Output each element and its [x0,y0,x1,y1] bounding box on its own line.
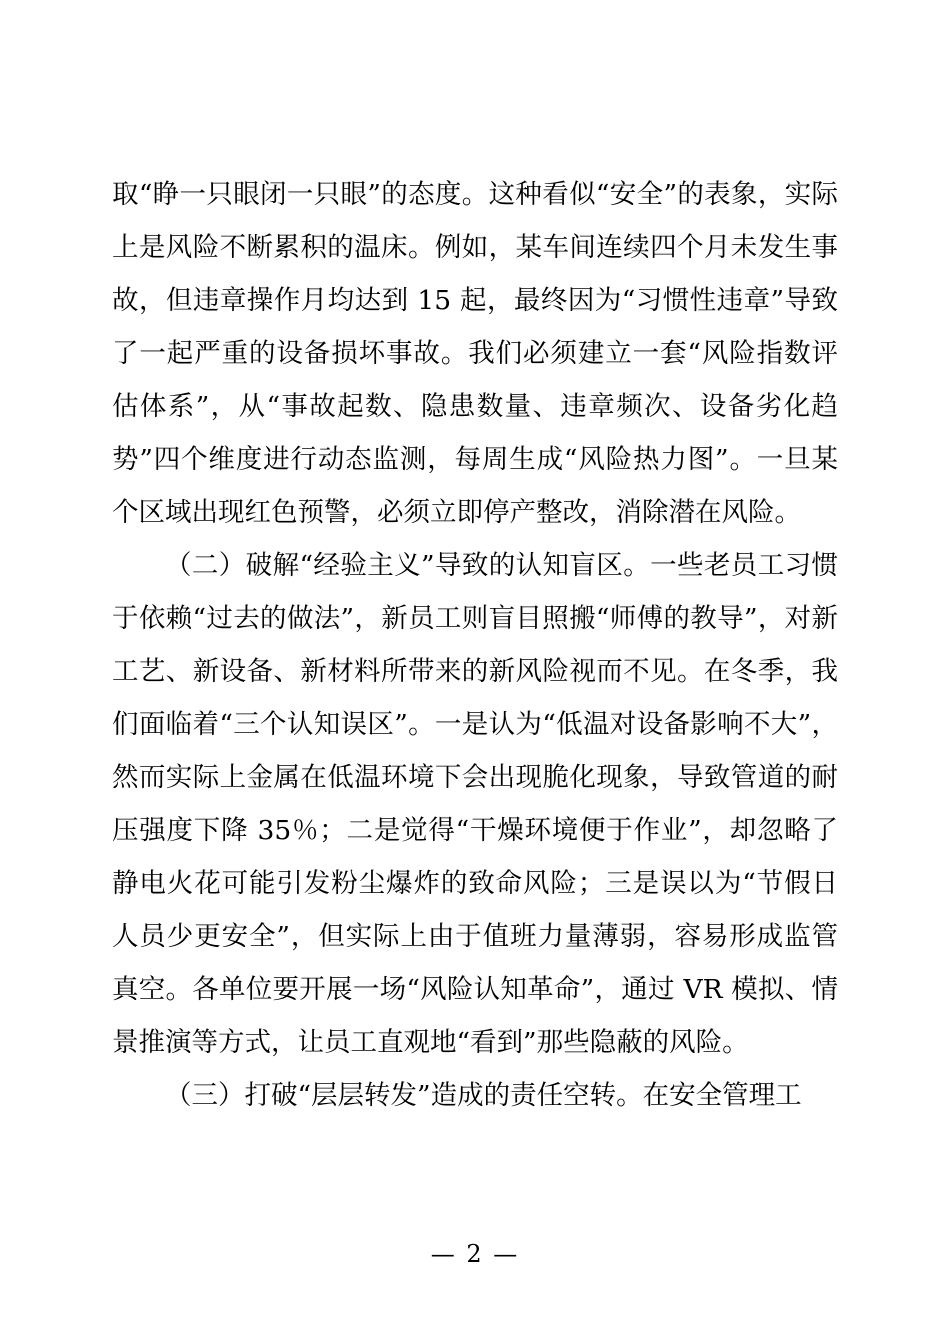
page-number-footer: — 2 — [430,1240,520,1268]
paragraph-1: 取“睁一只眼闭一只眼”的态度。这种看似“安全”的表象，实际上是风险不断累积的温床。例如，某车间连续四个月未发生事故，但违章操作月均达到 15 起，最终因为“习惯性违章”导致了一起严重的设备损坏事故。我们必须建立一套“风险指数评估体系”，从“事故起数、隐患数量、违章频次、设备劣化趋势”四个维度进行动态监测，每周生成“风险热力图”。一旦某个区域出现红色预警，必须立即停产整改，消除潜在风险。 [112,179,838,528]
paragraph-3: （三）打破“层层转发”造成的责任空转。在安全管理工 [165,1080,802,1111]
document-body [112,168,838,1122]
paragraph-2: （二）破解“经验主义”导致的认知盲区。一些老员工习惯于依赖“过去的做法”，新员工则盲目照搬“师傅的教导”，对新工艺、新设备、新材料所带来的新风险视而不见。在冬季，我们面临着“三个认知误区”。一是认为“低温对设备影响不大”，然而实际上金属在低温环境下会出现脆化现象，导致管道的耐压强度下降 35％；二是觉得“干燥环境便于作业”，却忽略了静电火花可能引发粉尘爆炸的致命风险；三是误以为“节假日人员少更安全”，但实际上由于值班力量薄弱，容易形成监管真空。各单位要开展一场“风险认知革命”，通过 VR 模拟、情景推演等方式，让员工直观地“看到”那些隐蔽的风险。 [112,550,838,1058]
